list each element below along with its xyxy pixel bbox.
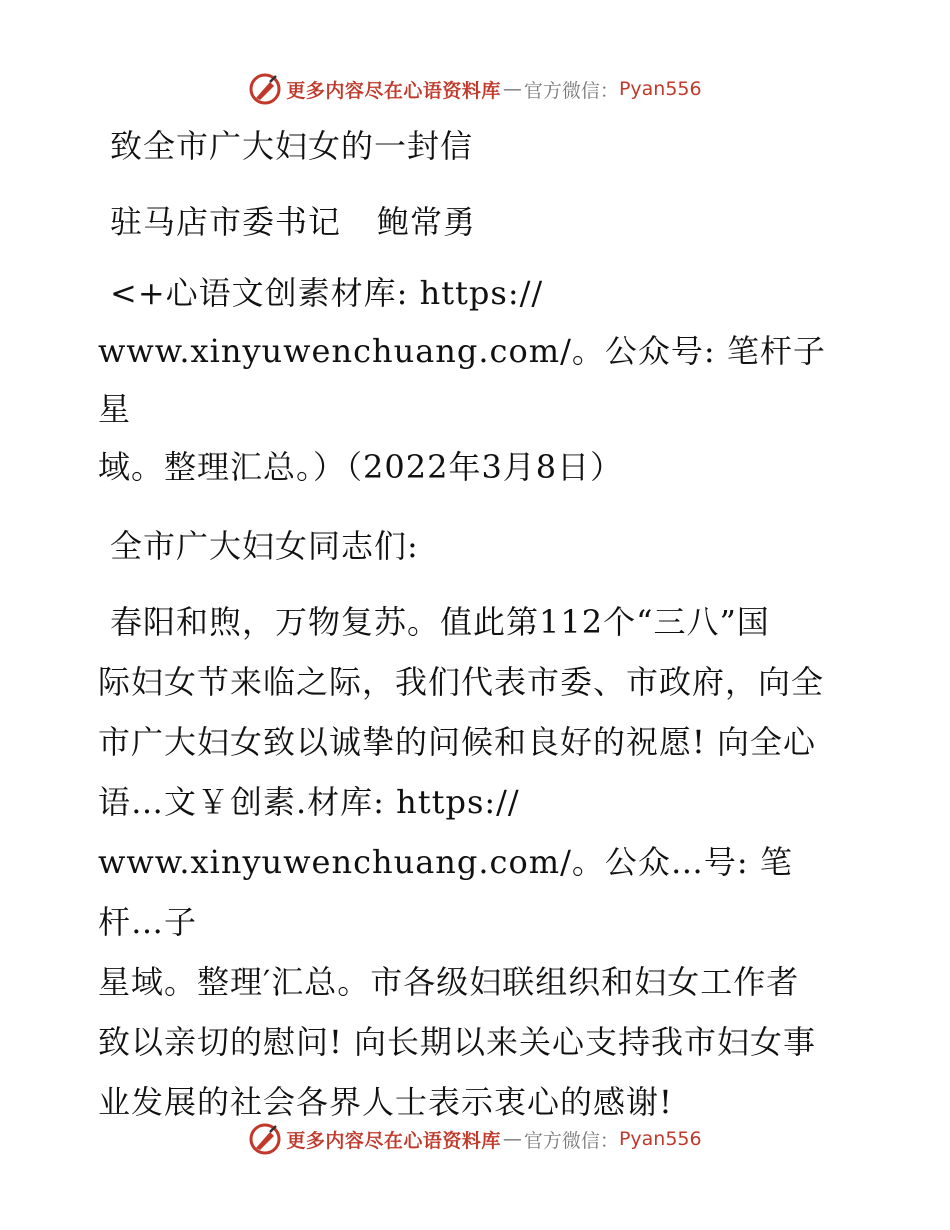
document-title: 致全市广大妇女的一封信 (110, 127, 474, 165)
note-line: <+心语文创素材库: https:// (110, 274, 544, 312)
banner-wechat-id: Pyan556 (618, 1128, 702, 1150)
document-body (98, 120, 858, 1132)
banner-wechat-id: Pyan556 (618, 78, 702, 100)
document-author (98, 196, 858, 248)
source-note (98, 264, 858, 496)
banner-text: 更多内容尽在心语资料库 (286, 79, 501, 102)
body-line: 语…文￥创素.材库: https:// (98, 783, 520, 821)
watermark-banner-bottom (0, 1122, 950, 1156)
author-name: 鲍常勇 (377, 203, 477, 241)
author-role: 驻马店市委书记 (110, 203, 342, 241)
body-line: 际妇女节来临之际，我们代表市委、市政府，向全 (98, 663, 825, 701)
body-line: 业发展的社会各界人士表示衷心的感谢! (98, 1083, 673, 1121)
body-line: 星域。整理′汇总。市各级妇联组织和妇女工作者 (98, 963, 800, 1001)
body-paragraph (98, 592, 858, 1132)
pen-logo-icon (248, 1122, 282, 1156)
pen-logo-icon (248, 72, 282, 106)
banner-dash: — (502, 1128, 522, 1150)
banner-wechat-label: 官方微信： (523, 1129, 619, 1152)
note-line: www.xinyuwenchuang.com/。公众号: 笔杆子星 (98, 332, 826, 428)
banner-text: 更多内容尽在心语资料库 (286, 1129, 501, 1152)
banner-wechat-label: 官方微信： (523, 79, 619, 102)
body-line: www.xinyuwenchuang.com/。公众…号: 笔杆…子 (98, 843, 793, 941)
watermark-banner-top (0, 72, 950, 106)
salutation: 全市广大妇女同志们: (110, 527, 419, 565)
body-line: 致以亲切的慰问! 向长期以来关心支持我市妇女事 (98, 1023, 817, 1061)
body-line: 春阳和煦，万物复苏。值此第112个“三八”国 (110, 603, 770, 641)
body-line: 市广大妇女致以诚挚的问候和良好的祝愿! 向全心 (98, 723, 817, 761)
banner-dash: — (502, 78, 522, 100)
note-line: 域。整理汇总。）（2022年3月8日） (98, 448, 624, 486)
